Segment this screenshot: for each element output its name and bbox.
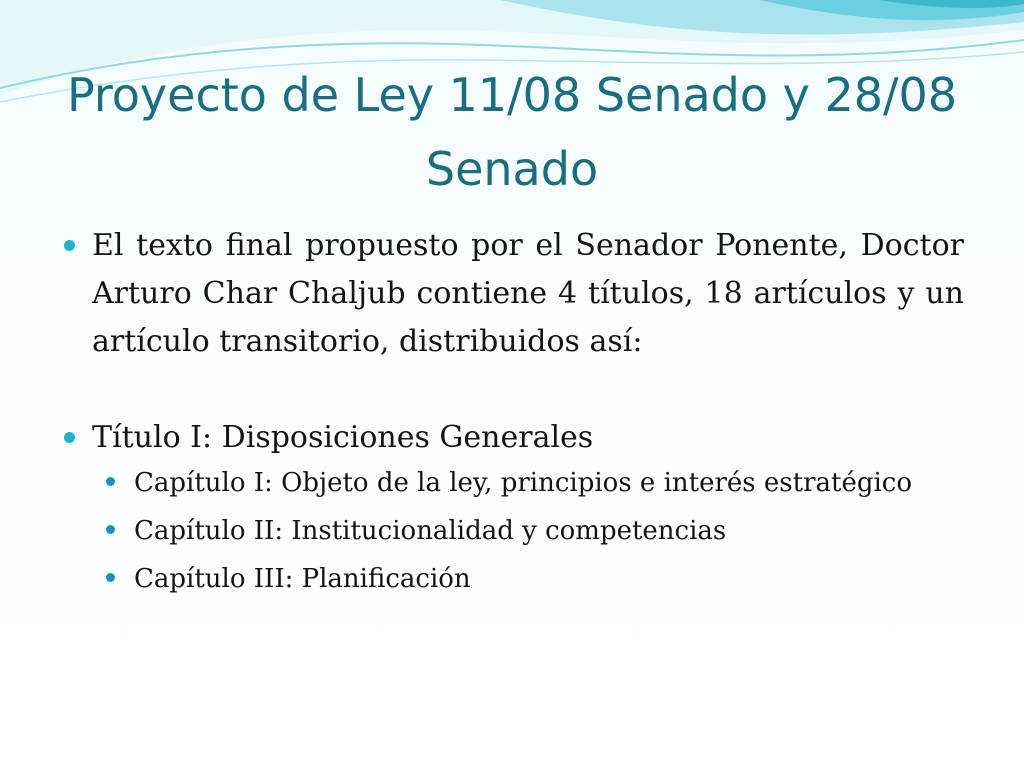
bullet-icon — [64, 432, 75, 443]
bullet-text: El texto final propuesto por el Senador Ponente, Doctor Arturo Char Chaljub contiene 4 títulos, 18 artículos y un artículo transitorio, distribuidos así: — [92, 228, 964, 359]
sub-bullet-item — [104, 510, 964, 552]
slide-title: Proyecto de Ley 11/08 Senado y 28/08 Senado — [66, 68, 958, 196]
sub-bullet-text: Capítulo III: Planificación — [134, 564, 471, 594]
sub-bullet-icon — [106, 477, 115, 486]
sub-bullet-icon — [106, 573, 115, 582]
bullet-list — [62, 222, 964, 600]
bullet-text: Título I: Disposiciones Generales — [92, 420, 594, 455]
bullet-icon — [64, 240, 75, 251]
sub-bullet-item — [104, 558, 964, 600]
sub-bullet-icon — [106, 525, 115, 534]
sub-bullet-text: Capítulo I: Objeto de la ley, principios e interés estratégico — [134, 468, 913, 498]
bullet-item — [62, 222, 964, 366]
sub-bullet-text: Capítulo II: Institucionalidad y competencias — [134, 516, 727, 546]
sub-bullet-item — [104, 462, 964, 504]
bullet-item — [62, 414, 964, 462]
